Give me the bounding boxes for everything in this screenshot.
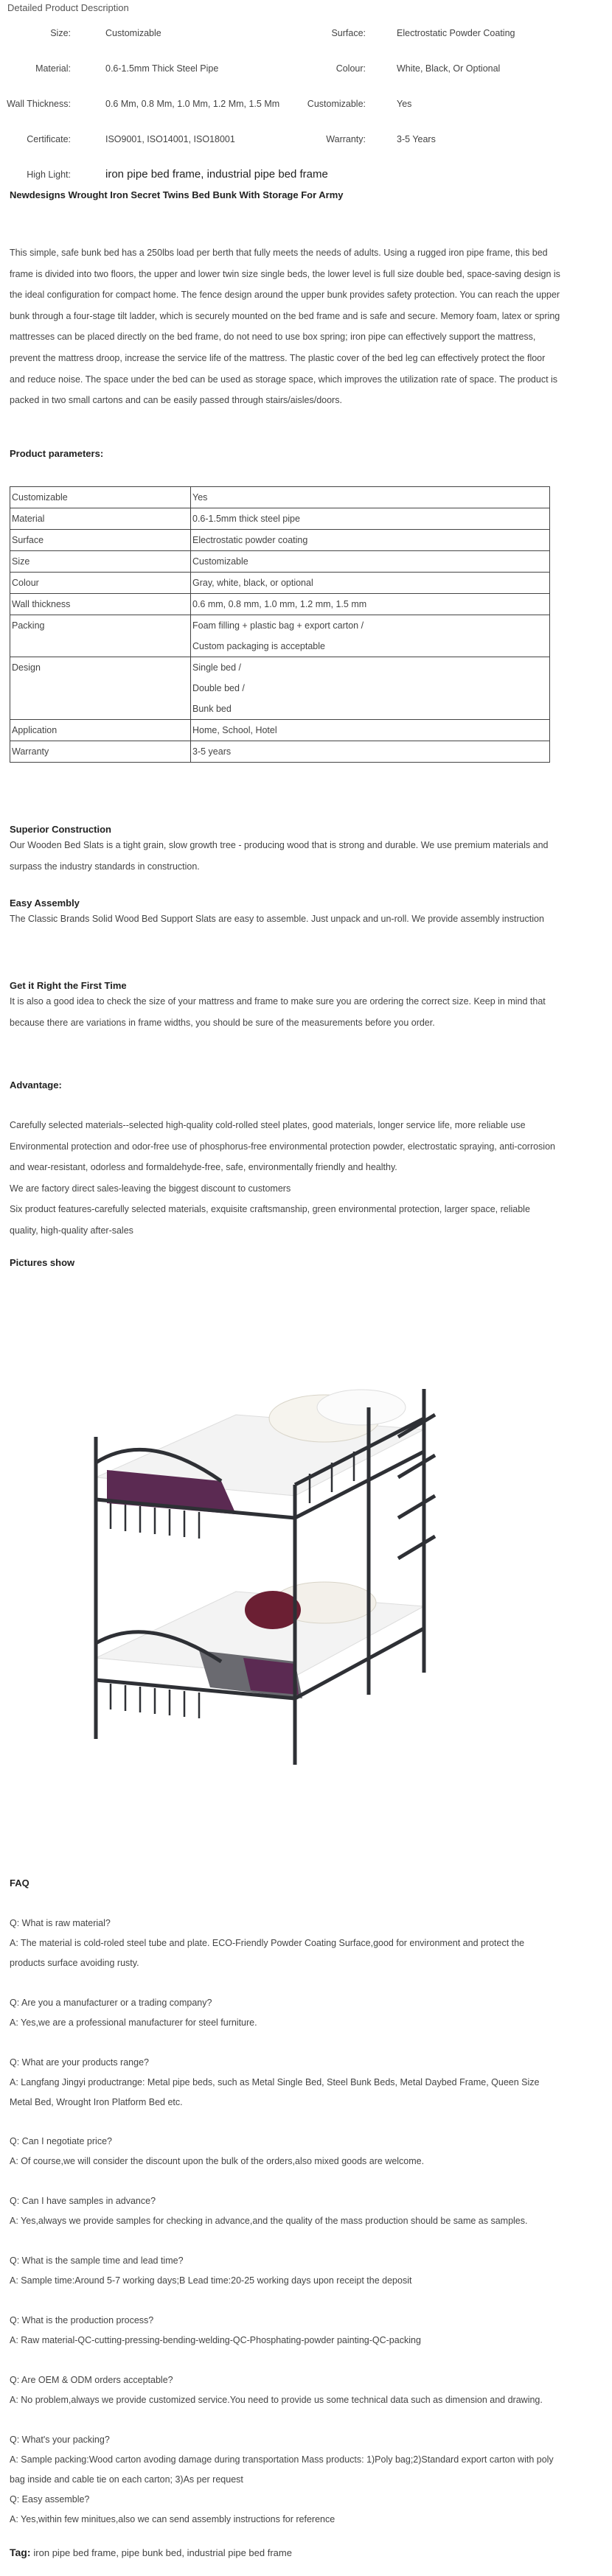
param-value bbox=[191, 487, 550, 508]
page-header-title: Detailed Product Description bbox=[7, 2, 129, 13]
text-line: surpass the industry standards in construction. bbox=[10, 861, 200, 872]
faq-question: Q: What is raw material? bbox=[10, 1918, 111, 1928]
advantage-text bbox=[10, 1115, 603, 1242]
param-value bbox=[191, 530, 550, 551]
faq-answer-line: Metal Bed, Wrought Iron Platform Bed etc. bbox=[10, 2097, 183, 2107]
table-row bbox=[10, 615, 550, 657]
param-value-line: Foam filling + plastic bag + export carton / bbox=[192, 620, 364, 631]
param-value-line: Electrostatic powder coating bbox=[192, 535, 308, 545]
faq-answer bbox=[10, 2152, 603, 2171]
spec-label: Colour: bbox=[335, 63, 366, 74]
faq-question: Q: Are OEM & ODM orders acceptable? bbox=[10, 2375, 173, 2385]
param-value-line: 0.6-1.5mm thick steel pipe bbox=[192, 514, 300, 524]
param-key: Size bbox=[10, 551, 191, 573]
lower-cushion bbox=[245, 1591, 301, 1629]
param-key: Surface bbox=[10, 530, 191, 551]
table-row bbox=[10, 551, 550, 573]
spec-row bbox=[0, 57, 612, 93]
tag-link[interactable]: industrial pipe bed frame bbox=[187, 2547, 292, 2558]
faq-question: Q: What's your packing? bbox=[10, 2435, 110, 2445]
highlight-link[interactable]: industrial pipe bed frame bbox=[206, 168, 328, 181]
faq-question: Q: What are your products range? bbox=[10, 2057, 149, 2068]
param-value bbox=[191, 720, 550, 741]
intro-line: This simple, safe bunk bed has a 250lbs load per berth that fully meets the needs of adults. Using a rugged iron pipe frame, this bed bbox=[10, 248, 548, 258]
table-row bbox=[10, 657, 550, 720]
param-value-line: 0.6 mm, 0.8 mm, 1.0 mm, 1.2 mm, 1.5 mm bbox=[192, 599, 367, 609]
text-line: because there are variations in frame widths, you should be sure of the measurements before you order. bbox=[10, 1017, 435, 1028]
param-value bbox=[191, 657, 550, 720]
intro-line: frame is divided into two floors, the upper and lower twin size single beds, the lower level is full size double bed, space-saving design is bbox=[10, 268, 560, 279]
param-key: Application bbox=[10, 720, 191, 741]
faq-answer-line: A: Yes,we are a professional manufacturer for steel furniture. bbox=[10, 2017, 257, 2028]
spec-label: Customizable: bbox=[307, 99, 366, 109]
faq-answer bbox=[10, 2450, 603, 2490]
text-line: Environmental protection and odor-free use of phosphorus-free environmental protection powder, electrostatic spraying, anti-corrosion bbox=[10, 1141, 555, 1152]
param-key: Packing bbox=[10, 615, 191, 657]
faq-heading: FAQ bbox=[10, 1877, 29, 1889]
product-title: Newdesigns Wrought Iron Secret Twins Bed Bunk With Storage For Army bbox=[10, 189, 344, 200]
intro-line: and reduce noise. The space under the bed can be used as storage space, which improves the utilization rate of space. The product is bbox=[10, 374, 558, 385]
faq-answer-line: A: The material is cold-roled steel tube and plate. ECO-Friendly Powder Coating Surface,good for environment and protect the bbox=[10, 1938, 525, 1948]
text-line: quality, high-quality after-sales bbox=[10, 1225, 133, 1236]
right-text bbox=[10, 991, 603, 1033]
faq-answer bbox=[10, 2271, 603, 2291]
param-key: Wall thickness bbox=[10, 594, 191, 615]
pictures-heading: Pictures show bbox=[10, 1257, 75, 1268]
param-value-line: Home, School, Hotel bbox=[192, 725, 277, 735]
param-value-line: Custom packaging is acceptable bbox=[192, 641, 325, 651]
param-key: Colour bbox=[10, 573, 191, 594]
tag-separator: , bbox=[181, 2547, 187, 2558]
param-value-line: Customizable bbox=[192, 556, 248, 567]
table-row bbox=[10, 720, 550, 741]
lower-purple-blanket bbox=[243, 1658, 299, 1695]
faq-answer bbox=[10, 2331, 603, 2351]
parameters-table bbox=[10, 486, 550, 763]
right-heading: Get it Right the First Time bbox=[10, 980, 127, 991]
table-row bbox=[10, 530, 550, 551]
tag-link[interactable]: pipe bunk bed bbox=[121, 2547, 182, 2558]
faq-answer bbox=[10, 2510, 603, 2530]
spec-value: Customizable bbox=[105, 28, 161, 38]
easy-heading: Easy Assembly bbox=[10, 897, 80, 909]
faq-answer-line: A: No problem,always we provide customized service.You need to provide us some technical data such as dimension and drawing. bbox=[10, 2395, 543, 2405]
param-value-line: Gray, white, black, or optional bbox=[192, 578, 313, 588]
faq-answer bbox=[10, 2390, 603, 2410]
text-line: The Classic Brands Solid Wood Bed Support Slats are easy to assemble. Just unpack and un-roll. We provide assembly instruction bbox=[10, 914, 544, 924]
param-key: Customizable bbox=[10, 487, 191, 508]
faq-question: Q: What is the sample time and lead time? bbox=[10, 2255, 184, 2266]
parameters-heading: Product parameters: bbox=[10, 448, 104, 459]
table-row bbox=[10, 594, 550, 615]
faq-answer-line: A: Sample time:Around 5-7 working days;B Lead time:20-25 working days upon receipt the deposit bbox=[10, 2275, 412, 2286]
table-row bbox=[10, 573, 550, 594]
superior-heading: Superior Construction bbox=[10, 824, 111, 835]
table-row bbox=[10, 508, 550, 530]
spec-row bbox=[0, 22, 612, 57]
faq-answer bbox=[10, 1933, 603, 1973]
faq-answer-line: A: Sample packing:Wood carton avoding damage during transportation Mass products: 1)Poly bag;2)Standard export carton with poly bbox=[10, 2454, 554, 2465]
tag-link[interactable]: iron pipe bed frame bbox=[33, 2547, 117, 2558]
param-value bbox=[191, 741, 550, 763]
spec-label: Warranty: bbox=[326, 134, 366, 144]
text-line: We are factory direct sales-leaving the biggest discount to customers bbox=[10, 1183, 291, 1194]
faq-question: Q: Can I negotiate price? bbox=[10, 2136, 112, 2146]
param-value-line: 3-5 years bbox=[192, 746, 232, 757]
faq-answer-line: products surface avoiding rusty. bbox=[10, 1958, 139, 1968]
superior-text bbox=[10, 835, 603, 877]
intro-line: mattresses can be placed directly on the bed frame, do not need to use box spring; iron pipe can effectively support the mattress, bbox=[10, 332, 536, 343]
faq-answer-line: A: Raw material-QC-cutting-pressing-bending-welding-QC-Phosphating-powder painting-QC-packing bbox=[10, 2335, 421, 2345]
bunk-bed-photo bbox=[52, 1326, 494, 1768]
spec-label: Wall Thickness: bbox=[7, 99, 71, 109]
spec-table bbox=[0, 22, 612, 199]
tag-line bbox=[10, 2547, 292, 2558]
param-key: Design bbox=[10, 657, 191, 720]
faq-answer-line: A: Yes,always we provide samples for checking in advance,and the quality of the mass production should be same as samples. bbox=[10, 2216, 528, 2226]
spec-label: Material: bbox=[35, 63, 71, 74]
faq-question: Q: What is the production process? bbox=[10, 2315, 154, 2325]
faq-answer-line: A: Langfang Jingyi productrange: Metal pipe beds, such as Metal Single Bed, Steel Bunk Beds, Metal Daybed Frame, Queen Size bbox=[10, 2077, 540, 2087]
faq-answer bbox=[10, 2211, 603, 2231]
faq-answer-line: bag inside and cable tie on each carton; 3)As per request bbox=[10, 2474, 243, 2485]
param-value-line: Yes bbox=[192, 492, 208, 503]
intro-line: the ideal configuration for compact home. The fence design around the upper bunk provides safety protection. You can reach the upper bbox=[10, 290, 560, 301]
param-value bbox=[191, 551, 550, 573]
text-line: and wear-resistant, odorless and formaldehyde-free, safe, environmentally friendly and healthy. bbox=[10, 1162, 397, 1173]
param-value-line: Bunk bed bbox=[192, 704, 232, 714]
param-value-line: Single bed / bbox=[192, 662, 242, 673]
spec-label: Size: bbox=[50, 28, 71, 38]
faq-answer bbox=[10, 2073, 603, 2113]
param-value bbox=[191, 594, 550, 615]
highlight-value bbox=[105, 168, 328, 181]
spec-row bbox=[0, 128, 612, 164]
param-key: Warranty bbox=[10, 741, 191, 763]
param-value bbox=[191, 573, 550, 594]
spec-label: Certificate: bbox=[27, 134, 71, 144]
spec-value: Electrostatic Powder Coating bbox=[397, 28, 515, 38]
tag-label: Tag: bbox=[10, 2547, 31, 2558]
spec-value: 0.6-1.5mm Thick Steel Pipe bbox=[105, 63, 219, 74]
highlight-link[interactable]: iron pipe bed frame bbox=[105, 168, 201, 181]
table-row bbox=[10, 741, 550, 763]
faq-question: Q: Are you a manufacturer or a trading company? bbox=[10, 1998, 212, 2008]
upper-pillow bbox=[317, 1390, 406, 1425]
faq-answer bbox=[10, 2013, 603, 2033]
tag-separator: , bbox=[116, 2547, 122, 2558]
easy-text bbox=[10, 909, 603, 930]
text-line: Six product features-carefully selected materials, exquisite craftsmanship, green environmental protection, larger space, reliable bbox=[10, 1204, 530, 1215]
spec-value: White, Black, Or Optional bbox=[397, 63, 501, 74]
highlight-label: High Light: bbox=[27, 169, 71, 180]
param-key: Material bbox=[10, 508, 191, 530]
param-value-line: Double bed / bbox=[192, 683, 245, 693]
text-line: Our Wooden Bed Slats is a tight grain, slow growth tree - producing wood that is strong and durable. We use premium materials and bbox=[10, 840, 549, 850]
spec-value: ISO9001, ISO14001, ISO18001 bbox=[105, 134, 235, 144]
advantage-heading: Advantage: bbox=[10, 1079, 62, 1091]
intro-line: packed in two small cartons and can be easily passed through stairs/aisles/doors. bbox=[10, 395, 342, 406]
spec-label: Surface: bbox=[331, 28, 366, 38]
table-row bbox=[10, 487, 550, 508]
text-line: Carefully selected materials--selected high-quality cold-rolled steel plates, good materials, longer service life, more reliable use bbox=[10, 1120, 526, 1130]
param-value bbox=[191, 508, 550, 530]
spec-value: 3-5 Years bbox=[397, 134, 436, 144]
faq-answer-line: A: Of course,we will consider the discount upon the bulk of the orders,also mixed goods are welcome. bbox=[10, 2156, 425, 2166]
highlight-separator: , bbox=[201, 168, 207, 181]
spec-row bbox=[0, 93, 612, 128]
faq-question: Q: Easy assemble? bbox=[10, 2494, 90, 2505]
text-line: It is also a good idea to check the size of your mattress and frame to make sure you are ordering the correct size. Keep in mind that bbox=[10, 996, 546, 1007]
intro-line: prevent the mattress droop, increase the service life of the mattress. The plastic cover of the bed leg can effectively protect the floor bbox=[10, 352, 546, 363]
faq-question: Q: Can I have samples in advance? bbox=[10, 2196, 156, 2206]
faq-answer-line: A: Yes,within few minitues,also we can send assembly instructions for reference bbox=[10, 2514, 335, 2524]
spec-value: 0.6 Mm, 0.8 Mm, 1.0 Mm, 1.2 Mm, 1.5 Mm bbox=[105, 99, 280, 109]
product-intro bbox=[10, 242, 603, 411]
intro-line: bunk through a four-stage tilt ladder, which is securely mounted on the bed frame and is safe and secure. Memory foam, latex or spring bbox=[10, 310, 560, 321]
spec-value: Yes bbox=[397, 99, 412, 109]
param-value bbox=[191, 615, 550, 657]
